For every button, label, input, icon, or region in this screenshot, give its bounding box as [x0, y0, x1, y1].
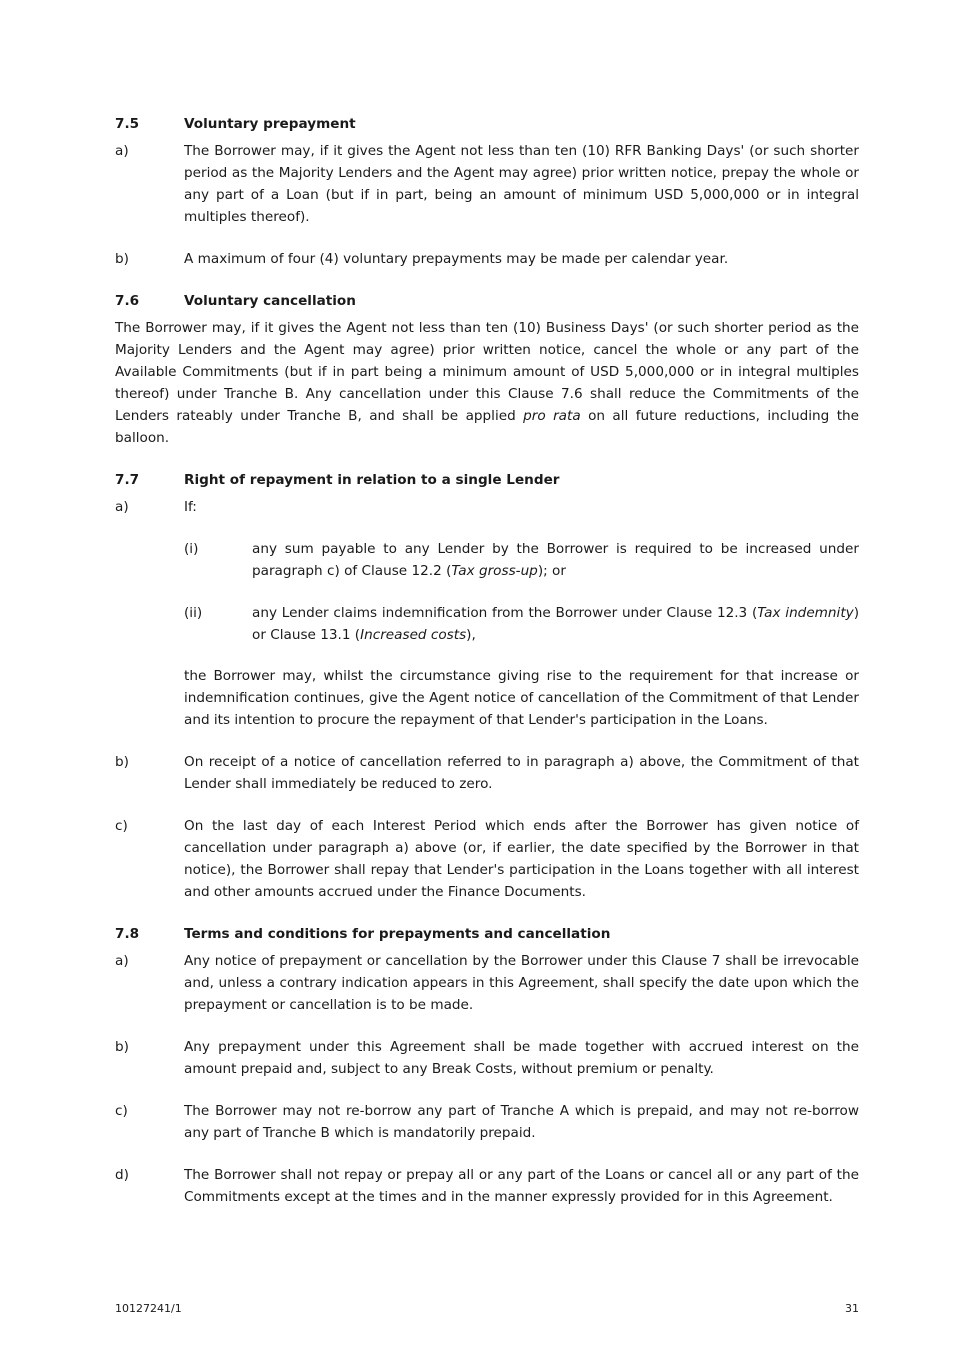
paragraph-label: b): [115, 251, 129, 267]
paragraph-text: Any notice of prepayment or cancellation by the Borrower under this Clause 7 shall be irrevocable and, unless a contrary indication appears in this Agreement, shall specify the date upon which the prepayment or cancellation is to be made.: [184, 953, 859, 1013]
text-run: ); or: [537, 563, 566, 579]
paragraph-label: c): [115, 818, 128, 834]
paragraph-text: Any prepayment under this Agreement shall be made together with accrued interest on the amount prepaid and, subject to any Break Costs, without premium or penalty.: [184, 1039, 859, 1077]
paragraph-label: b): [115, 1039, 129, 1055]
italic-term: Tax indemnity: [757, 605, 854, 621]
subparagraph-text: [252, 538, 859, 582]
italic-term: pro rata: [523, 408, 581, 424]
paragraph-label: d): [115, 1167, 129, 1183]
paragraph-text: The Borrower shall not repay or prepay all or any part of the Loans or cancel all or any part of the Commitments except at the times and in the manner expressly provided for in this Agreement.: [184, 1167, 859, 1205]
italic-term: Increased costs: [360, 627, 467, 643]
paragraph-text: On the last day of each Interest Period which ends after the Borrower has given notice of cancellation under paragraph a) above (or, if earlier, the date specified by the Borrower in that notice), the Borrower shall repay that Lender's participation in the Loans together with all interest and other amounts accrued under the Finance Documents.: [184, 818, 859, 900]
clause-number: 7.5: [115, 116, 140, 132]
paragraph-text: If:: [184, 499, 197, 515]
subparagraph-label: (i): [184, 541, 199, 557]
paragraph-text: The Borrower may not re-borrow any part of Tranche A which is prepaid, and may not re-borrow any part of Tranche B which is mandatorily prepaid.: [184, 1103, 859, 1141]
subparagraph-text: [252, 602, 859, 646]
paragraph-text: The Borrower may, if it gives the Agent not less than ten (10) RFR Banking Days' (or such shorter period as the Majority Lenders and the Agent may agree) prior written notice, prepay the whole or any part of a Loan (but if in part, being an amount of minimum USD 5,000,000 or in integral multiples thereof).: [184, 143, 859, 225]
clause-number: 7.7: [115, 472, 140, 488]
clause-number: 7.6: [115, 293, 140, 309]
paragraph-label: a): [115, 499, 129, 515]
document-reference: 10127241/1: [115, 1302, 182, 1315]
clause-title: Terms and conditions for prepayments and cancellation: [184, 926, 611, 942]
text-run: ) or Clause 13.1 (: [252, 605, 860, 643]
paragraph-text: On receipt of a notice of cancellation referred to in paragraph a) above, the Commitment of that Lender shall immediately be reduced to zero.: [184, 754, 859, 792]
text-run: any Lender claims indemnification from the Borrower under Clause 12.3 (: [252, 605, 758, 621]
clause-title: Voluntary cancellation: [184, 293, 356, 309]
paragraph-label: a): [115, 953, 129, 969]
paragraph-label: b): [115, 754, 129, 770]
paragraph-text: the Borrower may, whilst the circumstance giving rise to the requirement for that increase or indemnification continues, give the Agent notice of cancellation of the Commitment of that Lender and its intention to procure the repayment of that Lender's participation in the Loans.: [184, 668, 859, 728]
paragraph-text: A maximum of four (4) voluntary prepayments may be made per calendar year.: [184, 251, 729, 267]
italic-term: Tax gross-up: [451, 563, 538, 579]
clause-title: Right of repayment in relation to a single Lender: [184, 472, 560, 488]
paragraph-label: c): [115, 1103, 128, 1119]
text-run: ),: [466, 627, 476, 643]
text-run: on all future reductions, including the balloon.: [115, 408, 860, 446]
text-run: any sum payable to any Lender by the Borrower is required to be increased under paragraph c) of Clause 12.2 (: [252, 541, 859, 579]
subparagraph-label: (ii): [184, 605, 203, 621]
clause-title: Voluntary prepayment: [184, 116, 356, 132]
paragraph-label: a): [115, 143, 129, 159]
clause-number: 7.8: [115, 926, 140, 942]
text-run: The Borrower may, if it gives the Agent not less than ten (10) Business Days' (or such shorter period as the Majority Lenders and the Agent may agree) prior written notice, cancel the whole or any part of the Available Commitments (but if in part being a minimum amount of USD 5,000,000 or in integral multiples thereof) under Tranche B. Any cancellation under this Clause 7.6 shall reduce the Commitments of the Lenders rateably under Tranche B, and shall be applied: [115, 320, 859, 424]
paragraph-text: [115, 317, 859, 449]
page-number: 31: [845, 1302, 859, 1315]
